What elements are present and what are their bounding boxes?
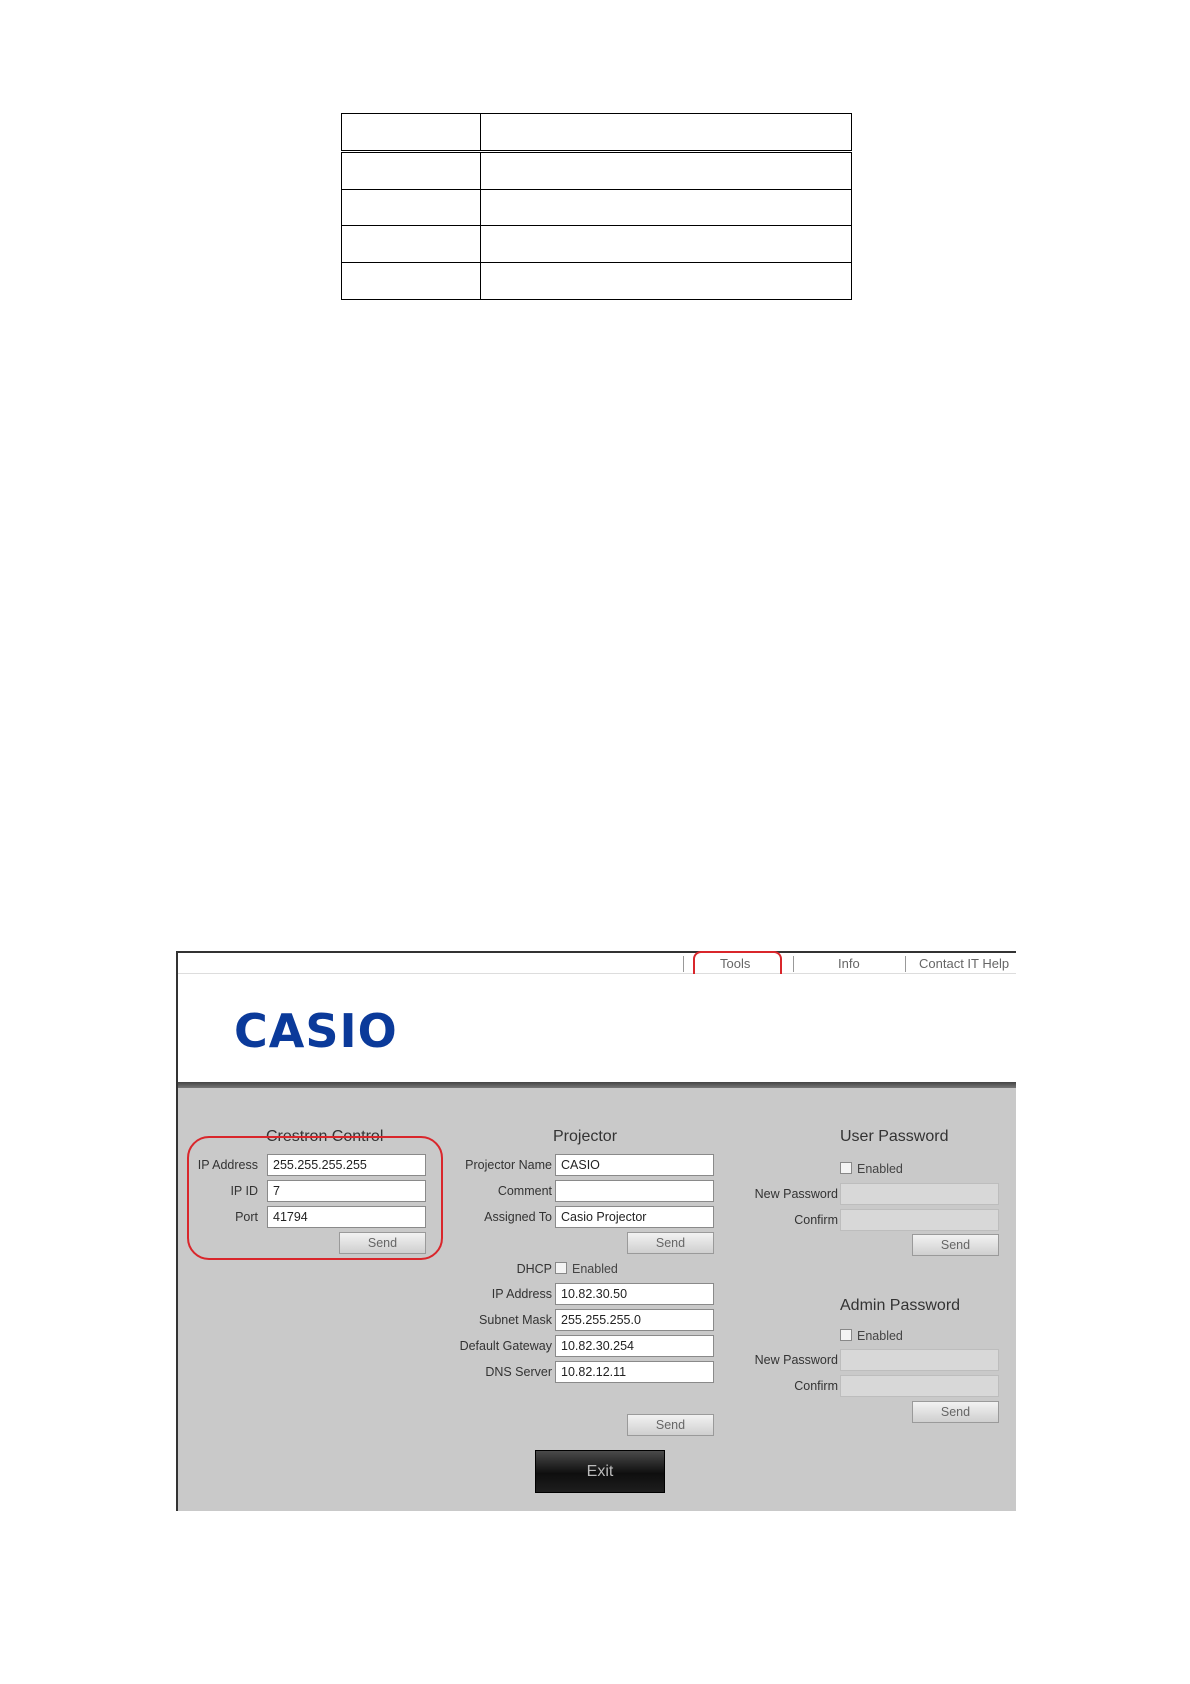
admin-confirm-input[interactable] [840,1375,999,1397]
admin-new-password-input[interactable] [840,1349,999,1371]
projector-comment-input[interactable] [555,1180,714,1202]
default-gateway-input[interactable] [555,1335,714,1357]
nav-separator [683,956,684,972]
crestron-port-input[interactable] [267,1206,426,1228]
user-password-checkbox[interactable] [840,1162,852,1174]
crestron-port-label: Port [235,1210,258,1224]
nav-info-link[interactable]: Info [838,956,860,971]
table-cell [342,226,481,263]
crestron-ipid-input[interactable] [267,1180,426,1202]
admin-new-password-label: New Password [754,1353,838,1367]
table-cell [481,226,852,263]
crestron-ip-input[interactable] [267,1154,426,1176]
table-cell [481,189,852,226]
projector-assigned-input[interactable] [555,1206,714,1228]
user-password-title: User Password [840,1128,949,1145]
crestron-send-button[interactable]: Send [339,1232,426,1254]
dhcp-label: DHCP [516,1262,552,1276]
projector-ip-input[interactable] [555,1283,714,1305]
admin-confirm-label: Confirm [794,1379,838,1393]
dns-server-input[interactable] [555,1361,714,1383]
table-cell [481,114,852,152]
table-cell [342,263,481,300]
dhcp-enabled-label: Enabled [572,1262,618,1276]
projector-comment-label: Comment [497,1184,552,1198]
network-send-button[interactable]: Send [627,1414,714,1436]
nav-separator [905,956,906,972]
table-cell [342,189,481,226]
projector-name-label: Projector Name [465,1158,552,1172]
exit-button[interactable]: Exit [535,1450,665,1493]
table-cell [342,114,481,152]
user-confirm-label: Confirm [794,1213,838,1227]
user-password-send-button[interactable]: Send [912,1234,999,1256]
crestron-ipid-label: IP ID [230,1184,258,1198]
projector-ip-label: IP Address [491,1287,552,1301]
projector-web-ui [176,951,1016,1511]
projector-assigned-label: Assigned To [484,1210,552,1224]
subnet-mask-label: Subnet Mask [479,1313,552,1327]
user-new-password-label: New Password [754,1187,838,1201]
table-cell [481,151,852,189]
header [178,974,1016,1082]
nav-tools-link[interactable]: Tools [720,956,751,971]
dns-server-label: DNS Server [485,1365,552,1379]
top-navigation [178,953,1016,974]
projector-name-input[interactable] [555,1154,714,1176]
table-cell [342,151,481,189]
admin-password-enabled-label: Enabled [857,1329,903,1343]
casio-logo: CASIO [234,1004,398,1058]
user-password-enabled-label: Enabled [857,1162,903,1176]
projector-send-button[interactable]: Send [627,1232,714,1254]
subnet-mask-input[interactable] [555,1309,714,1331]
table-cell [481,263,852,300]
projector-title: Projector [553,1128,618,1145]
admin-password-send-button[interactable]: Send [912,1401,999,1423]
user-confirm-input[interactable] [840,1209,999,1231]
admin-password-title: Admin Password [840,1297,961,1314]
nav-contact-link[interactable]: Contact IT Help [919,956,1010,971]
nav-separator [793,956,794,972]
crestron-control-title: Crestron Control [266,1128,384,1145]
default-gateway-label: Default Gateway [459,1339,552,1353]
settings-panel [178,1088,1016,1511]
admin-password-checkbox[interactable] [840,1329,852,1341]
empty-table [341,113,852,300]
user-new-password-input[interactable] [840,1183,999,1205]
dhcp-checkbox[interactable] [555,1262,567,1274]
crestron-ip-label: IP Address [197,1158,258,1172]
